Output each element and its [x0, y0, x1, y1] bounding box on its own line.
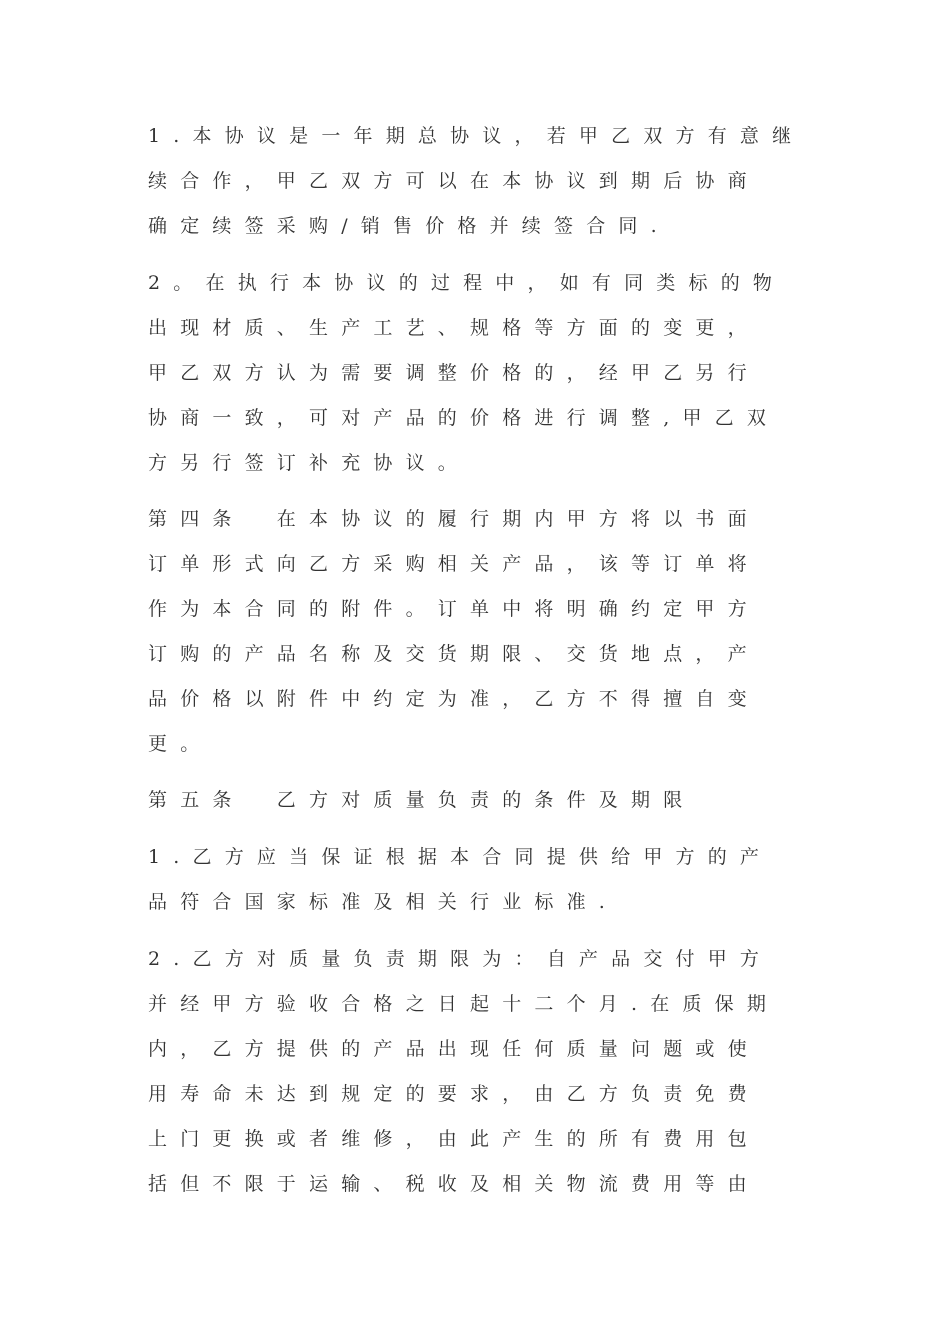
- text-line: 并经甲方验收合格之日起十二个月.在质保期: [148, 993, 780, 1015]
- text-line: 上门更换或者维修，由此产生的所有费用包: [148, 1128, 760, 1150]
- text-line: 续合作，甲乙双方可以在本协议到期后协商: [148, 170, 760, 192]
- text-line: 甲乙双方认为需要调整价格的，经甲乙另行: [148, 362, 760, 384]
- text-line: 品符合国家标准及相关行业标准.: [148, 891, 619, 913]
- text-line: 2。在执行本协议的过程中，如有同类标的物: [148, 272, 786, 294]
- text-line: 括但不限于运输、税收及相关物流费用等由: [148, 1173, 760, 1195]
- text-line: 方另行签订补充协议。: [148, 452, 471, 474]
- text-line: 第四条 在本协议的履行期内甲方将以书面: [148, 508, 760, 530]
- text-line: 1.乙方应当保证根据本合同提供给甲方的产: [148, 846, 773, 868]
- text-line: 订单形式向乙方采购相关产品，该等订单将: [148, 553, 760, 575]
- text-line: 1.本协议是一年期总协议，若甲乙双方有意继: [148, 125, 805, 147]
- text-line: 2.乙方对质量负责期限为：自产品交付甲方: [148, 948, 773, 970]
- section-heading: 第五条 乙方对质量负责的条件及期限: [148, 789, 696, 811]
- text-line: 用寿命未达到规定的要求，由乙方负责免费: [148, 1083, 760, 1105]
- text-line: 作为本合同的附件。订单中将明确约定甲方: [148, 598, 760, 620]
- text-line: 出现材质、生产工艺、规格等方面的变更，: [148, 317, 760, 339]
- text-line: 协商一致，可对产品的价格进行调整,甲乙双: [148, 407, 780, 429]
- text-line: 订购的产品名称及交货期限、交货地点，产: [148, 643, 760, 665]
- text-line: 更。: [148, 733, 213, 755]
- text-line: 品价格以附件中约定为准，乙方不得擅自变: [148, 688, 760, 710]
- text-line: 内，乙方提供的产品出现任何质量问题或使: [148, 1038, 760, 1060]
- text-line: 确定续签采购/销售价格并续签合同.: [148, 215, 670, 237]
